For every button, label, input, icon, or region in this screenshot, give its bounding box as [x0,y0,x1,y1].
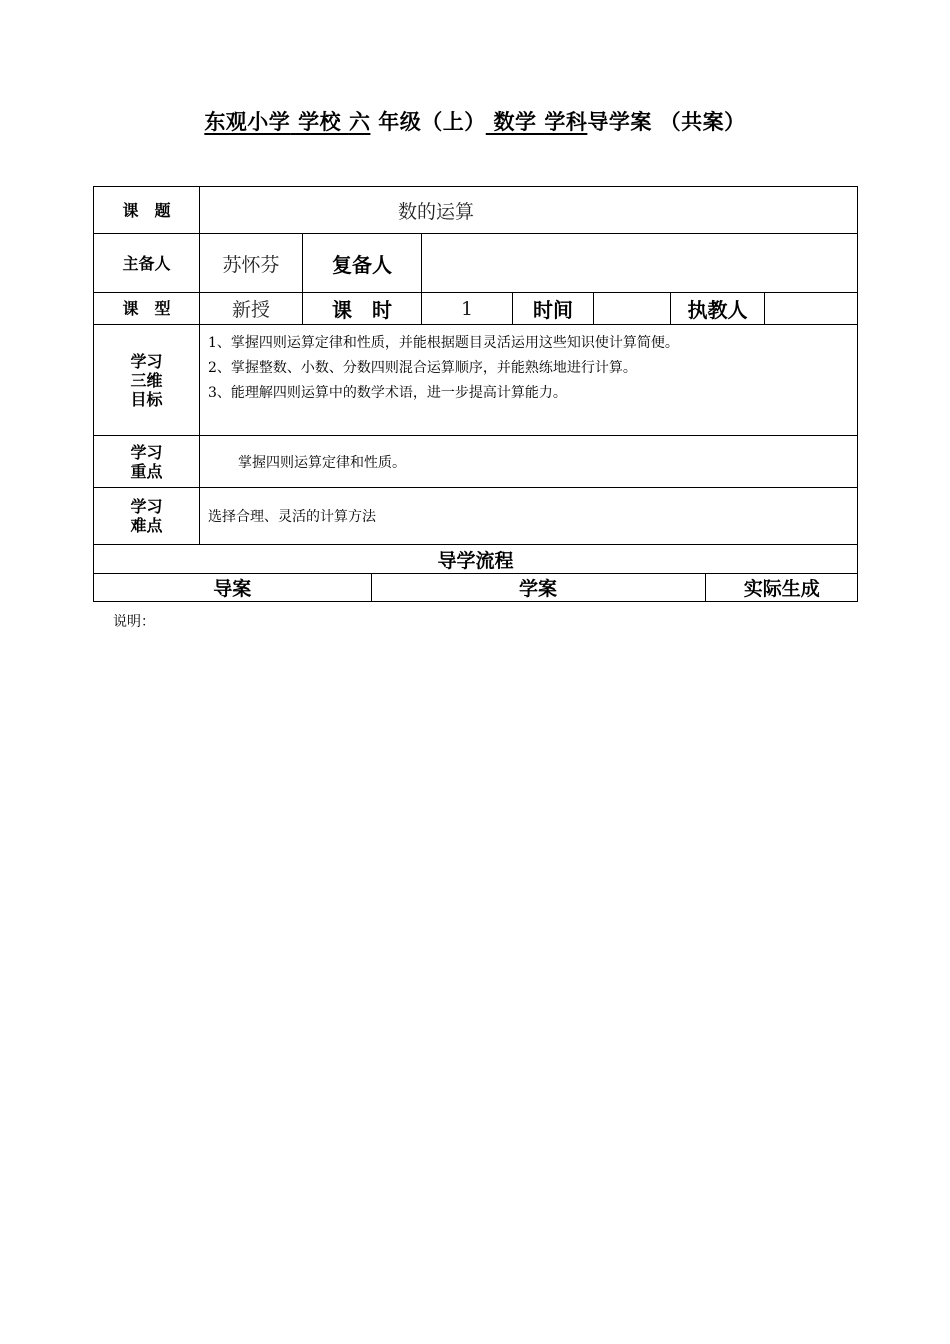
title-subject: 数学 学科 [485,110,588,134]
difficulty-label [94,488,200,545]
row-difficulty [94,488,858,545]
row-preparer [94,234,858,293]
col-guide: 导案 [94,574,371,601]
lesson-plan-table [93,186,858,602]
row-columns [94,574,858,602]
goals-label-line: 学习 [130,351,163,371]
goals-label-line: 目标 [130,389,163,409]
preparer-value: 苏怀芬 [200,234,303,293]
row-type [94,293,858,325]
col-actual: 实际生成 [743,578,820,600]
col-study: 学案 [371,574,705,601]
goals-content [200,325,858,436]
preparer-label: 主备人 [94,234,200,293]
goals-label [94,325,200,436]
row-goals [94,325,858,436]
goal-item: 3、能理解四则运算中的数学术语，进一步提高计算能力。 [208,385,567,401]
document-title [0,106,950,136]
teacher-label: 执教人 [671,293,765,325]
key-value: 掌握四则运算定律和性质。 [200,436,858,488]
columns-cell [94,574,858,602]
row-topic [94,187,858,234]
type-value: 新授 [200,293,303,325]
goal-item: 1、掌握四则运算定律和性质，并能根据题目灵活运用这些知识使计算简便。 [208,335,679,351]
teacher-value [765,293,858,325]
key-label [94,436,200,488]
difficulty-label-line: 难点 [130,516,163,535]
title-grade: 六 [348,110,371,134]
row-key-points [94,436,858,488]
type-label: 课 型 [94,293,200,325]
topic-value: 数的运算 [200,187,858,234]
time-label: 时间 [513,293,594,325]
topic-label: 课 题 [94,187,200,234]
note-label: 说明： [113,614,155,630]
flow-columns [94,574,858,601]
flow-label: 导学流程 [94,545,858,574]
title-school: 东观小学 [204,110,291,134]
title-grade-suffix: 年级（上） [370,110,486,134]
time-value [594,293,671,325]
row-flow [94,545,858,574]
title-school-suffix: 学校 [290,110,349,134]
title-suffix: 导学案 （共案） [587,110,746,134]
period-value: 1 [422,293,513,325]
co-preparer-label: 复备人 [303,234,422,293]
key-label-line: 重点 [130,461,163,481]
period-label: 课 时 [303,293,422,325]
goals-label-line: 三维 [130,370,163,390]
co-preparer-value [422,234,858,293]
key-label-line: 学习 [130,442,163,462]
difficulty-value: 选择合理、灵活的计算方法 [200,488,858,545]
goal-item: 2、掌握整数、小数、分数四则混合运算顺序，并能熟练地进行计算。 [208,360,637,376]
difficulty-label-line: 学习 [130,497,163,516]
